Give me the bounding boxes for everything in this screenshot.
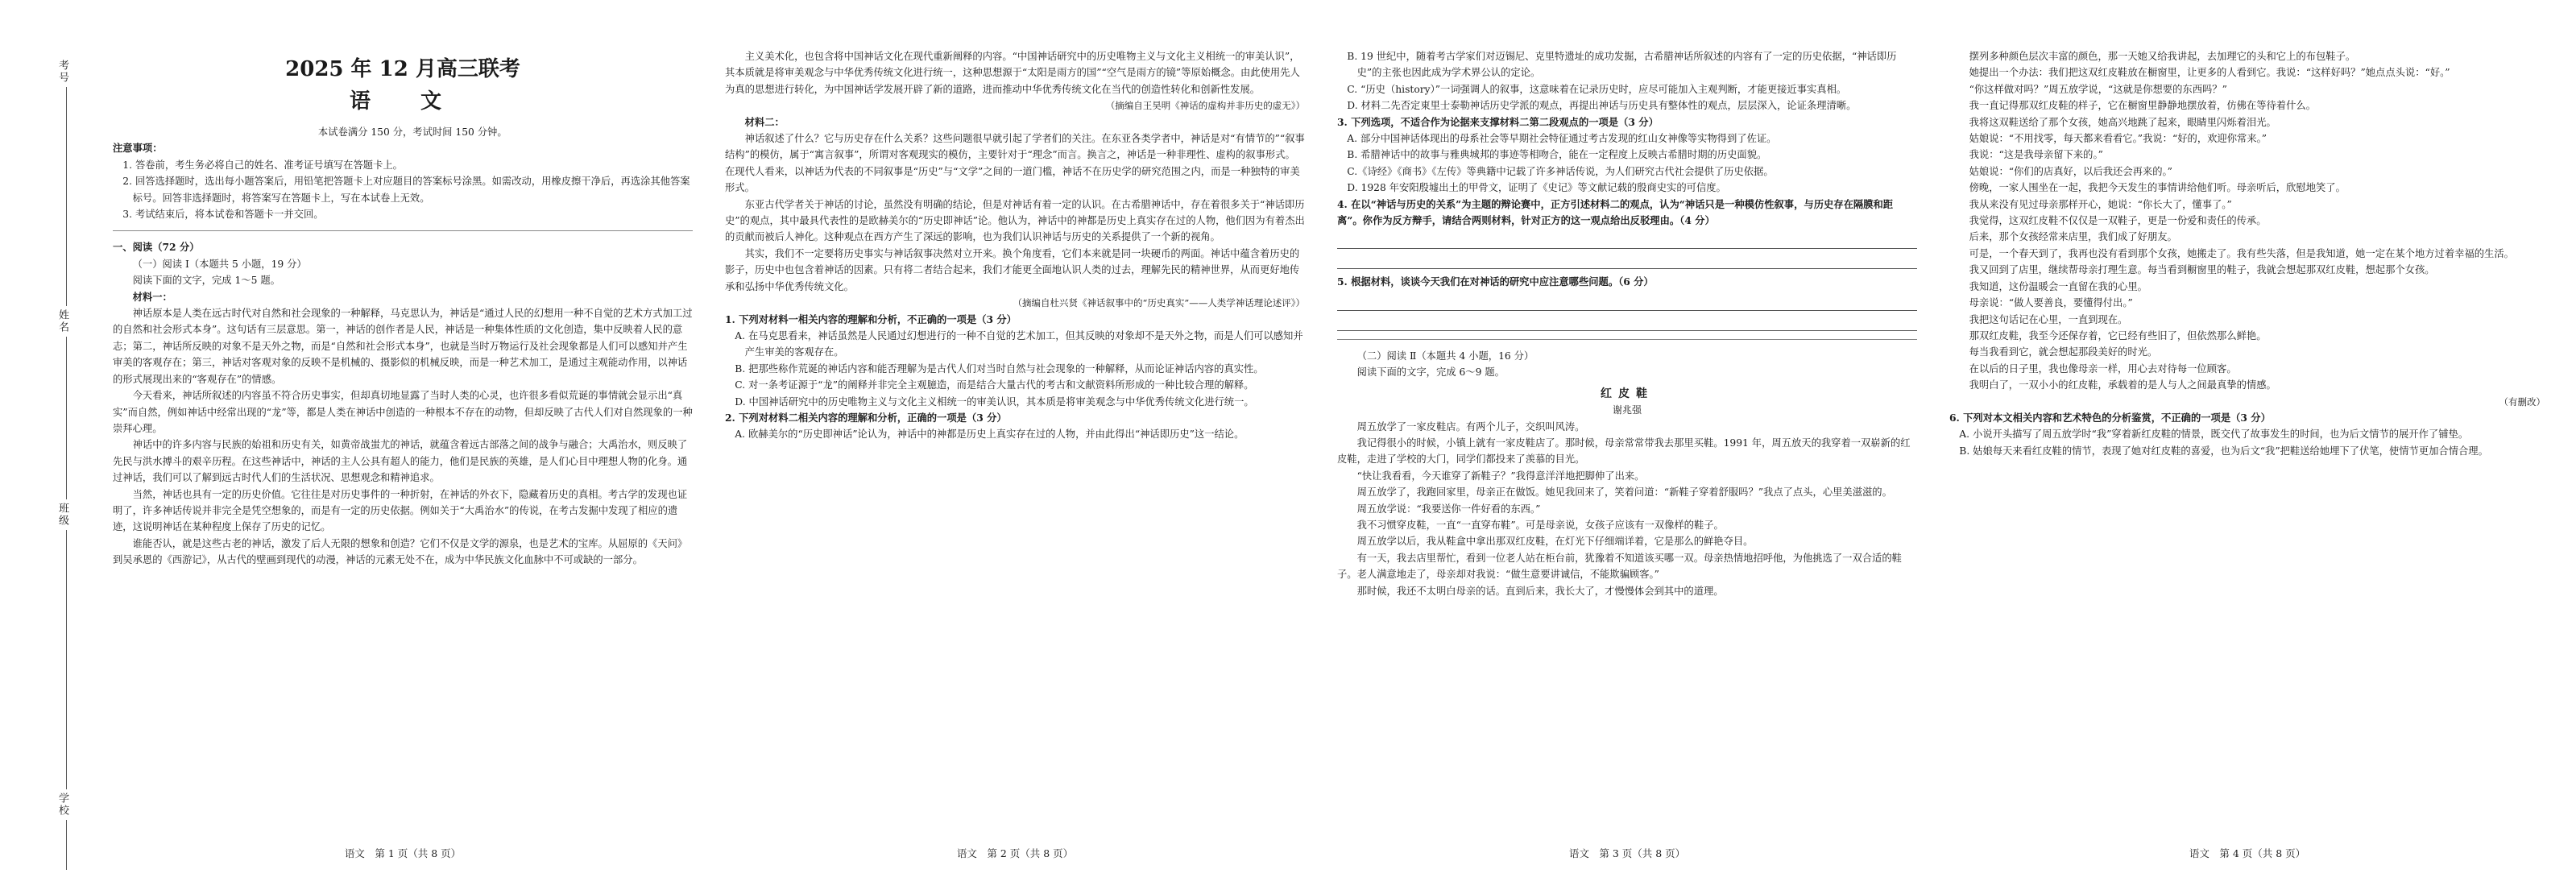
- option: A. 部分中国神话体现出的母系社会等早期社会特征通过考古发现的红山女神像等实物得到了佐证。: [1347, 133, 1777, 145]
- exam-title: 2025 年 12 月高三联考: [285, 57, 520, 81]
- story-paragraph: 我一直记得那双红皮鞋的样子，它在橱窗里静静地摆放着，仿佛在等待着什么。: [1969, 100, 2316, 112]
- story-paragraph: 我知道，这份温暖会一直留在我的心里。: [1969, 280, 2147, 292]
- story-paragraph: “你这样做对吗？”周五放学说，“这就是你想要的东西吗？”: [1969, 83, 2227, 95]
- story-paragraph: 姑娘说：“不用找零，每天都来看看它。”我说：“好的，欢迎你常来。”: [1969, 133, 2267, 145]
- option: A. 在马克思看来，神话虽然是人民通过幻想进行的一种不自觉的艺术加工，但其反映的对象却不是天外之物，而是人们可以感知并产生审美的客观存在。: [735, 329, 1303, 358]
- label-class: 班级: [55, 499, 70, 530]
- story-title: 红皮鞋: [1601, 387, 1654, 400]
- story-paragraph: 摆列多种颜色层次丰富的颜色，那一天她又给我讲起，去加理它的头和它上的布包鞋子。: [1969, 51, 2356, 62]
- story-paragraph: “快让我看看，今天谁穿了新鞋子？”我得意洋洋地把脚伸了出来。: [1356, 470, 1645, 482]
- page-2: [725, 48, 1305, 859]
- option: C. “历史（history）”一词强调人的叙事，这意味着在记录历史时，应尽可能加入主观判断，才能更接近事实真相。: [1347, 83, 1847, 95]
- label-name: 姓名: [55, 306, 70, 337]
- story-paragraph: 那时候，我还不太明白母亲的话。直到后来，我长大了，才慢慢体会到其中的道理。: [1356, 585, 1724, 597]
- instruction: 阅读下面的文字，完成 1～5 题。: [132, 275, 280, 287]
- divider: [113, 230, 693, 231]
- story-paragraph: 我说：“这是我母亲留下来的。”: [1969, 149, 2103, 161]
- source-note: （摘编自杜兴贤《神话叙事中的“历史真实”——人类学神话理论述评》）: [1013, 297, 1305, 309]
- answer-line[interactable]: [1337, 234, 1917, 249]
- story-paragraph: 在以后的日子里，我也像母亲一样，用心去对待每一位顾客。: [1969, 362, 2237, 375]
- exam-info: 本试卷满分 150 分，考试时间 150 分钟。: [317, 126, 507, 138]
- source-note: （有删改）: [2499, 395, 2545, 408]
- label-exam-number: 考号: [55, 56, 70, 87]
- label-school: 学校: [55, 789, 70, 820]
- paragraph: 当然，神话也具有一定的历史价值。它往往是对历史事件的一种折射，在神话的外衣下，隐藏着历史的真相。考古学的发现也证明了，许多神话传说并非完全是凭空想象的，而是有一定的历史依据。例如关于“大禹治水”的传说，在考古发掘中发现了相应的遗迹，这说明神话在某种程度上保存了历史的记忆。: [113, 488, 688, 533]
- story-paragraph: 周五放学了，我跑回家里，母亲正在做饭。她见我回来了，笑着问道：“新鞋子穿着舒服吗？”我点了点头，心里美滋滋的。: [1356, 486, 1892, 499]
- page-footer: 语文 第 2 页（共 8 页）: [956, 847, 1074, 859]
- story-author: 谢兆强: [1612, 404, 1642, 416]
- option: D. 中国神话研究中的历史唯物主义与文化主义相统一的审美认识，其本质是将审美观念与中华优秀传统文化进行统一。: [735, 395, 1254, 408]
- option: B. 姑娘每天来看红皮鞋的情节，表现了她对红皮鞋的喜爱，也为后文“我”把鞋送给她埋下了伏笔，使情节更加合情合理。: [1959, 445, 2488, 457]
- material-label: 材料一：: [132, 290, 172, 303]
- story-paragraph: 母亲说：“做人要善良，要懂得付出。”: [1969, 297, 2133, 309]
- notice-1: 1. 答卷前，考生务必将自己的姓名、准考证号填写在答题卡上。: [122, 159, 403, 171]
- page-footer: 语文 第 3 页（共 8 页）: [1568, 847, 1686, 859]
- question-5: 5. 根据材料，谈谈今天我们在对神话的研究中应注意哪些问题。（6 分）: [1337, 275, 1654, 288]
- page-3: [1337, 48, 1917, 859]
- option: B. 把那些称作荒诞的神话内容和能否理解为是古代人们对当时自然与社会现象的一种解释，从而论证神话内容的真实性。: [735, 362, 1264, 375]
- section-heading: 一、阅读（72 分）: [113, 241, 200, 254]
- paragraph: 谁能否认，就是这些古老的神话，激发了后人无限的想象和创造？它们不仅是文学的源泉，也是艺术的宝库。从屈原的《天问》到吴承恩的《西游记》，从古代的壁画到现代的动漫，神话的元素无处不在，成为中华民族文化血脉中不可或缺的一部分。: [113, 537, 688, 566]
- story-paragraph: 她提出一个办法：我们把这双红皮鞋放在橱窗里，让更多的人看到它。我说：“这样好吗？”她点点头说：“好。”: [1969, 67, 2450, 79]
- option: D. 材料二先否定東里士泰勒神话历史学派的观点，再提出神话与历史具有整体性的观点，层层深入，论证条理清晰。: [1347, 100, 1857, 112]
- option: C.《诗经》《商书》《左传》等典籍中记载了许多神话传说，为人们研究古代社会提供了历史依据。: [1347, 165, 1774, 177]
- answer-line[interactable]: [1337, 254, 1917, 269]
- answer-line[interactable]: [1337, 316, 1917, 331]
- question-3: 3. 下列选项，不适合作为论据来支撑材料二第二段观点的一项是（3 分）: [1337, 115, 1659, 128]
- story-paragraph: 周五放学以后，我从鞋盒中拿出那双红皮鞋，在灯光下仔细端详着，它是那么的鲜艳夺目。: [1356, 536, 1754, 548]
- option: A. 欧赫美尔的“历史即神话”论认为，神话中的神都是历史上真实存在过的人物，并由此得出“神话即历史”这一结论。: [735, 429, 1245, 441]
- question-1: 1. 下列对材料一相关内容的理解和分析，不正确的一项是（3 分）: [725, 313, 1017, 325]
- story-paragraph: 我从来没有见过母亲那样开心，她说：“你长大了，懂事了。”: [1969, 198, 2232, 210]
- paragraph: 神话叙述了什么？它与历史存在什么关系？这些问题很早就引起了学者们的关注。在东亚各类学者中，神话是对“有情节的”“叙事结构”的模仿，属于“寓言叙事”，所谓对客观现实的模仿，主要针对于“理念”而言。换言之，神话是一种非理性、虚构的叙事形式。在现代人看来，以神话为代表的不同叙事是“历史”与“文学”之间的一道门槛，神话不在历史学的研究范围之内，而是一种独特的审美形式。: [725, 133, 1305, 194]
- story-paragraph: 我觉得，这双红皮鞋不仅仅是一双鞋子，更是一份爱和责任的传承。: [1969, 215, 2267, 227]
- notice-title: 注意事项：: [113, 142, 163, 155]
- story-paragraph: 周五放学说：“我要送你一件好看的东西。”: [1356, 503, 1541, 515]
- material-label: 材料二：: [744, 115, 785, 128]
- story-paragraph: 周五放学了一家皮鞋店。有两个儿子，交织叫风涛。: [1356, 420, 1585, 433]
- page-4: [1949, 48, 2545, 859]
- divider: [1337, 339, 1917, 340]
- option: C. 对一条考证源于“龙”的阐释并非完全主观臆造，而是结合大量古代的考古和文献资料所形成的一种比较合理的解释。: [735, 379, 1254, 391]
- story-paragraph: 傍晚，一家人围坐在一起，我把今天发生的事情讲给他们听。母亲听后，欣慰地笑了。: [1969, 182, 2346, 194]
- question-6: 6. 下列对本文相关内容和艺术特色的分析鉴赏，不正确的一项是（3 分）: [1949, 411, 2271, 424]
- answer-line[interactable]: [1337, 296, 1917, 311]
- story-paragraph: 我不习惯穿皮鞋，一直“一直穿布鞋”。可是母亲说，女孩子应该有一双像样的鞋子。: [1356, 519, 1724, 531]
- paragraph: 东亚古代学者关于神话的讨论，虽然没有明确的结论，但是对神话有着一定的认识。在古希腊神话中，存在着很多关于“神话即历史”的观点，其中最具代表性的是欧赫美尔的“历史即神话”论。他认为，神话中的神都是历史上真实存在过的人物，他们因为有着杰出的贡献而被后人神化。这种观点在西方产生了深远的影响，也为我们认识神话与历史的关系提供了一个新的视角。: [725, 198, 1305, 243]
- page-footer: 语文 第 1 页（共 8 页）: [344, 847, 462, 859]
- story-paragraph: 我明白了，一双小小的红皮鞋，承载着的是人与人之间最真挚的情感。: [1969, 379, 2276, 391]
- subject-title: 语 文: [349, 89, 456, 114]
- option: A. 小说开头描写了周五放学时“我”穿着新红皮鞋的情景，既交代了故事发生的时间，也为后文情节的展开作了铺垫。: [1959, 429, 2469, 441]
- instruction: 阅读下面的文字，完成 6～9 题。: [1356, 366, 1505, 379]
- binding-line: [66, 56, 67, 870]
- paragraph: 今天看来，神话所叙述的内容虽不符合历史事实，但却真切地显露了当时人类的心灵，也许很多看似荒诞的事情就会显示出“真实”而自然，例如神话中经常出现的“龙”等，都是人类在神话中创造的一种根本不存在的动物，但却反映了古代人们对自然现象的一种崇拜心理。: [113, 390, 693, 434]
- page-1: [113, 48, 693, 859]
- page-footer: 语文 第 4 页（共 8 页）: [2189, 847, 2306, 859]
- paragraph: 主义美术化，也包含将中国神话文化在现代重新阐释的内容。“中国神话研究中的历史唯物主义与文化主义相统一的审美认识”，其本质就是将审美观念与中华优秀传统文化进行统一，这种思想源于“太阳是雨方的国”“空气是雨方的镜”等原始概念。由此使用先人为真的思想进行转化，为中国神话学发展开辟了新的道路，进而推动中华优秀传统文化在当代的创造性转化和创新性发展。: [725, 51, 1300, 95]
- story-paragraph: 那双红皮鞋，我至今还保存着，它已经有些旧了，但依然那么鲜艳。: [1969, 329, 2267, 342]
- notice-3: 3. 考试结束后，将本试卷和答题卡一并交回。: [122, 209, 324, 221]
- subsection-heading: （一）阅读 Ⅰ（本题共 5 小题，19 分）: [132, 258, 307, 270]
- paragraph: 神话中的许多内容与民族的始祖和历史有关，如黄帝战蚩尤的神话，就蕴含着远古部落之间的战争与融合；大禹治水，则反映了先民与洪水搏斗的艰辛历程。在这些神话中，神话的主人公具有超人的能力，他们是民族的英雄，是人们心目中理想人物的化身。通过神话，我们可以了解到远古时代人们的生活状况、思想观念和精神追求。: [113, 439, 688, 484]
- notice-2: 2. 回答选择题时，选出每小题答案后，用铅笔把答题卡上对应题目的答案标号涂黑。如需改动，用橡皮擦干净后，再选涂其他答案标号。回答非选择题时，将答案写在答题卡上，写在本试卷上无效。: [122, 176, 690, 204]
- story-paragraph: 我把这句话记在心里，一直到现在。: [1969, 313, 2128, 325]
- story-paragraph: 我记得很小的时候，小镇上就有一家皮鞋店了。那时候，母亲常常带我去那里买鞋。1991 年，周五放天的我穿着一双崭新的红皮鞋，走进了学校的大门，同学们都投来了羡慕的目光。: [1337, 437, 1911, 466]
- question-4: 4. 在以“神话与历史的关系”为主题的辩论赛中，正方引述材料二的观点，认为“神话只是一种模仿性叙事，与历史存在隔膜和距离”。你作为反方辩手，请结合两则材料，针对正方的这一观点给出反驳理由。（4 分）: [1337, 197, 1894, 227]
- option: B. 19 世纪中，随着考古学家们对迈锡尼、克里特遗址的成功发掘，古希腊神话所叙述的内容有了一定的历史依据，“神话即历史”的主张也因此成为学术界公认的定论。: [1347, 51, 1897, 79]
- story-paragraph: 姑娘说：“你们的店真好，以后我还会再来的。”: [1969, 165, 2172, 177]
- binding-strip: [0, 0, 97, 886]
- source-note: （摘编自王昊明《神话的虚构并非历史的虚无》）: [1105, 100, 1305, 112]
- story-paragraph: 可是，一个春天到了，我再也没有看到那个女孩，她搬走了。我有些失落，但是我知道，她一定在某个地方过着幸福的生活。: [1969, 247, 2514, 259]
- subsection-heading: （二）阅读 Ⅱ（本题共 4 小题，16 分）: [1356, 350, 1534, 362]
- story-paragraph: 有一天，我去店里帮忙，看到一位老人站在柜台前，犹豫着不知道该买哪一双。母亲热情地招呼他，为他挑选了一双合适的鞋子。老人满意地走了，母亲却对我说：“做生意要讲诚信，不能欺骗顾客。”: [1337, 552, 1902, 581]
- story-paragraph: 每当我看到它，就会想起那段美好的时光。: [1969, 346, 2158, 358]
- option: B. 希腊神话中的故事与雅典城邦的事迹等相吻合，能在一定程度上反映古希腊时期的历史面貌。: [1347, 149, 1767, 161]
- story-paragraph: 后来，那个女孩经常来店里，我们成了好朋友。: [1969, 231, 2177, 243]
- story-paragraph: 我将这双鞋送给了那个女孩，她高兴地跳了起来，眼睛里闪烁着泪光。: [1969, 116, 2276, 128]
- paragraph: 其实，我们不一定要将历史事实与神话叙事决然对立开来。换个角度看，它们本来就是同一块硬币的两面。神话中蕴含着历史的影子，历史中也包含着神话的因素。只有将二者结合起来，我们才能更全面地认识人类的过去，理解先民的精神世界，从而更好地传承和弘扬中华优秀传统文化。: [725, 247, 1300, 292]
- paragraph: 神话原本是人类在远古时代对自然和社会现象的一种解释，马克思认为，神话是“通过人民的幻想用一种不自觉的艺术方式加工过的自然和社会形式本身”。这句话有三层意思。第一，神话的创作者是人民，神话是一种集体性质的文化创造，集中反映着人民的意志；第二，神话所反映的对象不是天外之物，而是“自然和社会形式本身”，也就是当时万物运行及社会现象都是人们可以感知并产生审美的客观存在；第三，神话对客观对象的反映不是机械的、摄影似的机械反映，而是一种艺术加工，是通过主观能动作用，以神话的形式展现出来的“客观存在”的情感。: [113, 308, 693, 385]
- story-paragraph: 我又回到了店里，继续帮母亲打理生意。每当看到橱窗里的鞋子，我就会想起那双红皮鞋，想起那个女孩。: [1969, 264, 2435, 276]
- option: D. 1928 年安阳殷墟出土的甲骨文，证明了《史记》等文献记载的殷商史实的可信度。: [1347, 182, 1726, 194]
- question-2: 2. 下列对材料二相关内容的理解和分析，正确的一项是（3 分）: [725, 411, 1007, 424]
